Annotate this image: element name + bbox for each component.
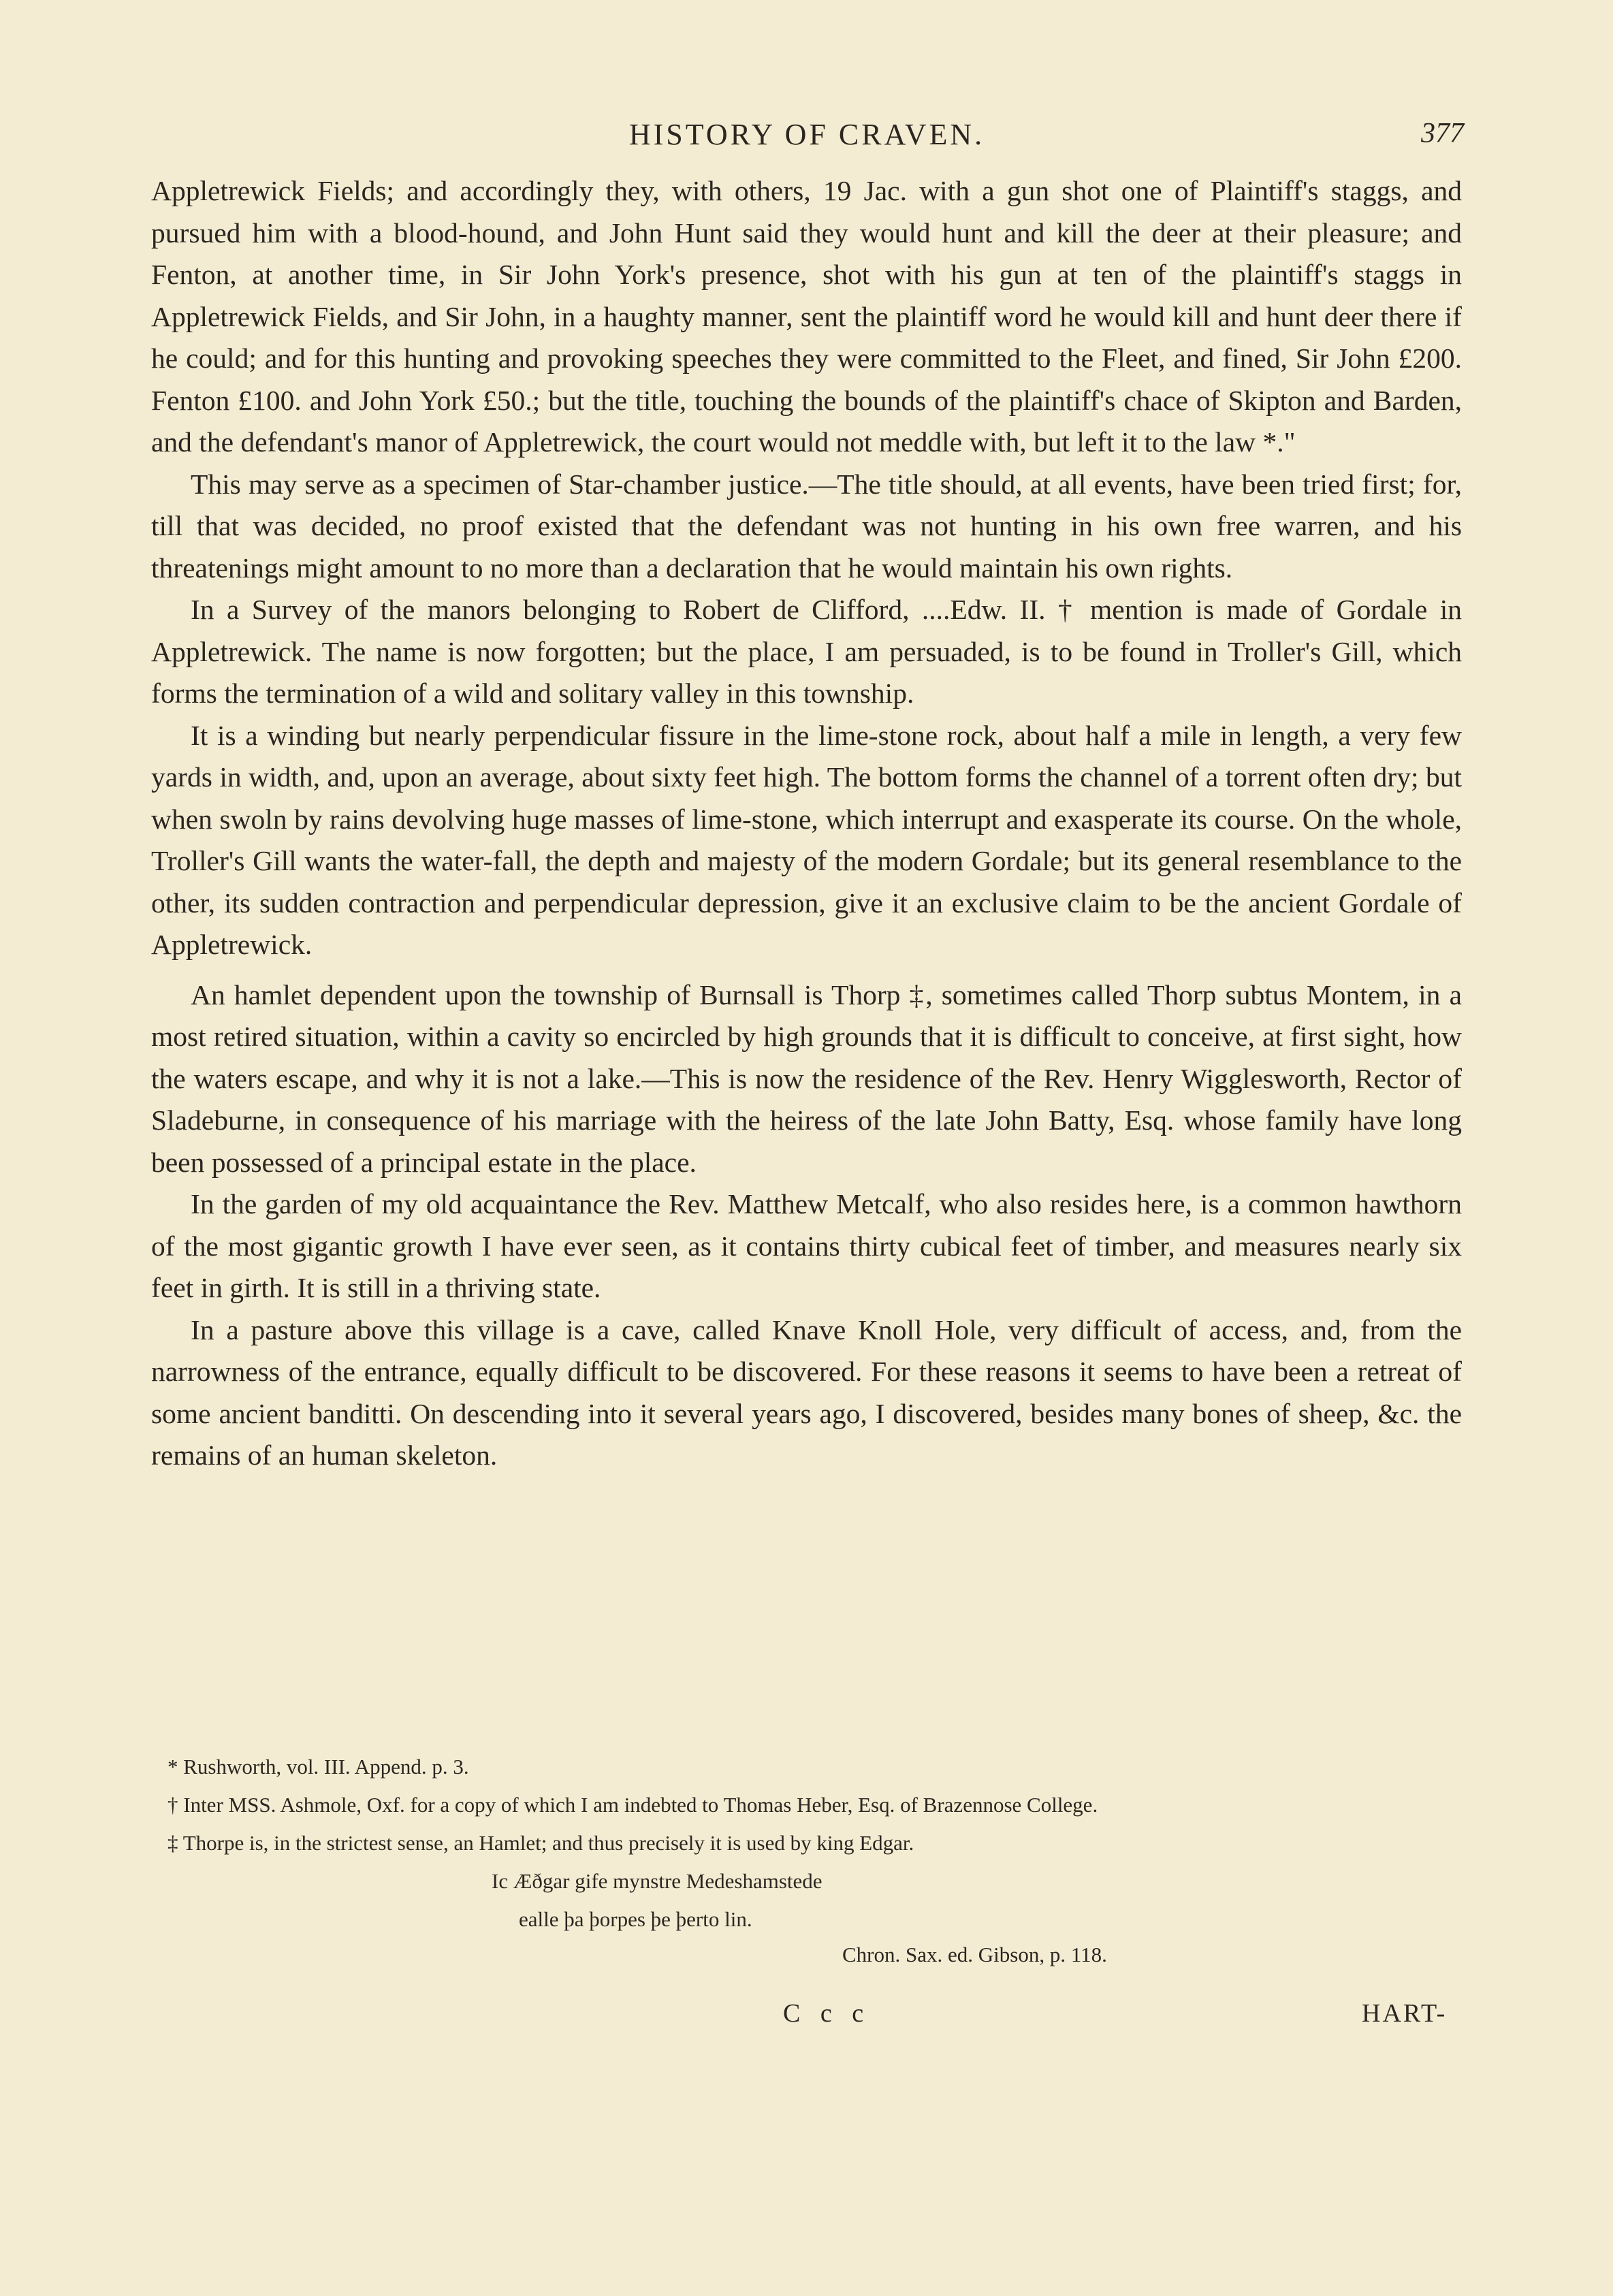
- catchword: HART-: [1362, 1999, 1448, 2028]
- paragraph-trollers-gill: It is a winding but nearly perpendicular fissure in the lime-stone rock, about half a mile in length, a very few yards in width, and, upon an average, about sixty feet high. The bottom forms the channel of a torrent often dry; but when swoln by rains devolving huge masses of lime-stone, which interrupt and exasperate its course. On the whole, Troller's Gill wants the water-fall, the depth and majesty of the modern Gordale; but its general resemblance to the other, its sudden contraction and perpendicular depression, give it an exclusive claim to be the ancient Gordale of Appletrewick.: [151, 719, 1462, 960]
- paragraph-hawthorn: In the garden of my old acquaintance the Rev. Matthew Metcalf, who also resides here, is a common hawthorn of the most gigantic growth I have ever seen, as it contains thirty cubical feet of timber, and measures nearly six feet in girth. It is still in a thriving state.: [151, 1188, 1462, 1303]
- footnote-rushworth: * Rushworth, vol. III. Append. p. 3.: [167, 1755, 469, 1779]
- paragraph-continuation: Appletrewick Fields; and accordingly they, with others, 19 Jac. with a gun shot one of Plaintiff's staggs, and pursued him with a blood-hound, and John Hunt said they would hunt and kill the deer at their pleasure; and Fenton, at another time, in Sir John York's presence, shot with his gun at ten of the plaintiff's staggs in Appletrewick Fields, and Sir John, in a haughty manner, sent the plaintiff word he would kill and hunt deer there if he could; and for this hunting and provoking speeches they were committed to the Fleet, and fined, Sir John £200. Fenton £100. and John York £50.; but the title, touching the bounds of the plaintiff's chace of Skipton and Barden, and the defendant's manor of Appletrewick, the court would not meddle with, but left it to the law *.": [151, 175, 1462, 458]
- page-number: 377: [1421, 118, 1464, 149]
- footnote-verse-line-1: Ic Æðgar gife mynstre Medeshamstede: [492, 1869, 823, 1893]
- footnote-thorpe: ‡ Thorpe is, in the strictest sense, an Hamlet; and thus precisely it is used by king Edgar.: [167, 1831, 914, 1855]
- body-text: [151, 170, 1462, 1477]
- signature-mark: C c c: [783, 1999, 871, 2028]
- running-head: [150, 117, 1464, 165]
- paragraph-cave: In a pasture above this village is a cave, called Knave Knoll Hole, very difficult of access, and, from the narrowness of the entrance, equally difficult to be discovered. For these reasons it seems to have been a retreat of some ancient banditti. On descending into it several years ago, I discovered, besides many bones of sheep, &c. the remains of an human skeleton.: [151, 1313, 1462, 1471]
- footnote-verse-line-2: ealle þa þorpes þe þerto lin.: [519, 1907, 752, 1931]
- paragraph-thorp: An hamlet dependent upon the township of Burnsall is Thorp ‡, sometimes called Thorp subtus Montem, in a most retired situation, within a cavity so encircled by high grounds that it is difficult to conceive, at first sight, how the waters escape, and why it is not a lake.—This is now the residence of the Rev. Henry Wigglesworth, Rector of Sladeburne, in consequence of his marriage with the heiress of the late John Batty, Esq. whose family have long been possessed of a principal estate in the place.: [151, 978, 1462, 1178]
- footnote-ashmole: † Inter MSS. Ashmole, Oxf. for a copy of which I am indebted to Thomas Heber, Esq. of Brazennose College.: [167, 1793, 1098, 1817]
- running-title: HISTORY OF CRAVEN.: [628, 118, 985, 151]
- footnotes: [151, 1750, 1462, 1976]
- paragraph-survey: In a Survey of the manors belonging to Robert de Clifford, ....Edw. II. † mention is made of Gordale in Appletrewick. The name is now forgotten; but the place, I am persuaded, is to be found in Troller's Gill, which forms the termination of a wild and solitary valley in this township.: [151, 594, 1462, 709]
- footnote-citation: Chron. Sax. ed. Gibson, p. 118.: [842, 1943, 1107, 1966]
- paragraph-star-chamber: This may serve as a specimen of Star-chamber justice.—The title should, at all events, have been tried first; for, till that was decided, no proof existed that the defendant was not hunting in his own free warren, and his threatenings might amount to no more than a declaration that he would maintain his own rights.: [151, 468, 1462, 584]
